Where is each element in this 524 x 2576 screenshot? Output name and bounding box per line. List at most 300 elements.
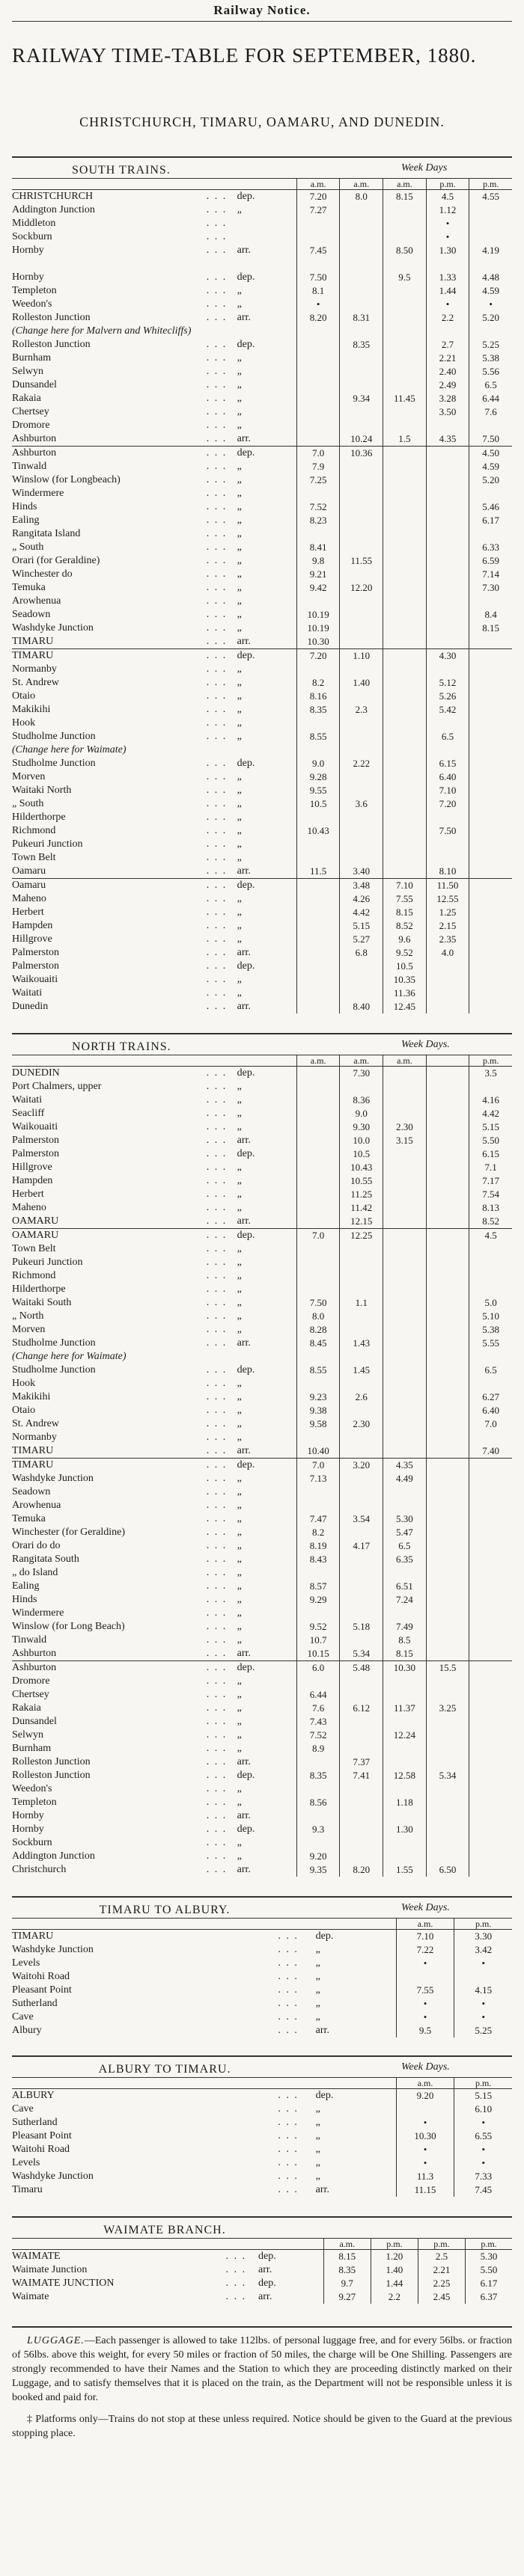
train-time — [469, 487, 512, 500]
train-time: 6.5 — [426, 730, 469, 743]
train-time — [340, 1404, 383, 1417]
timetable-row — [12, 2156, 512, 2170]
train-time: 9.42 — [296, 581, 340, 595]
station-name: Seadown — [12, 609, 51, 620]
train-time — [340, 1310, 383, 1323]
train-time: 7.0 — [296, 1459, 340, 1473]
train-time — [383, 865, 427, 879]
ampm-label: a.m. — [296, 1055, 340, 1067]
train-time — [340, 635, 383, 649]
train-time: 3.15 — [383, 1134, 427, 1147]
dot-leader: . . . — [206, 393, 228, 404]
dot-leader: . . . — [206, 1500, 228, 1511]
train-time — [340, 1256, 383, 1269]
train-time: 3.42 — [475, 1944, 493, 1955]
train-time: • — [426, 298, 469, 311]
train-time — [426, 1215, 469, 1229]
train-time — [340, 1350, 383, 1364]
dot-leader: . . . — [206, 758, 228, 769]
train-time: 1.10 — [340, 649, 383, 663]
station-name: Waitaki North — [12, 785, 72, 796]
dot-leader: . . . — [196, 649, 237, 663]
train-time — [383, 581, 427, 595]
timetable-row — [12, 1984, 512, 1997]
arr-dep-marker: „ — [237, 474, 242, 485]
train-time — [383, 1836, 427, 1850]
timetable-row — [12, 2116, 512, 2129]
train-time — [296, 405, 340, 419]
arr-dep-marker: „ — [237, 1473, 242, 1484]
train-time: 8.35 — [340, 338, 383, 352]
train-time — [340, 811, 383, 824]
train-time: 8.0 — [296, 1310, 340, 1323]
arr-dep-marker: „ — [237, 1257, 242, 1268]
column-gap — [274, 1201, 296, 1215]
arr-dep-marker: „ — [237, 1175, 242, 1186]
timetable-row — [12, 1970, 512, 1984]
train-time: 9.30 — [340, 1120, 383, 1134]
timetable-row — [12, 1080, 512, 1094]
train-time — [296, 1161, 340, 1174]
train-time: 7.17 — [482, 1175, 500, 1186]
station-name: Hook — [12, 717, 36, 729]
station-name: Washdyke Junction — [12, 1473, 94, 1484]
station-name: Winslow (for Longbeach) — [12, 474, 121, 485]
column-gap — [366, 2183, 396, 2197]
train-time — [340, 460, 383, 473]
arr-dep-marker: arr. — [315, 2025, 329, 2036]
timetable-row — [12, 1485, 512, 1499]
train-time — [469, 1823, 512, 1836]
column-gap — [274, 635, 296, 649]
arr-dep-marker: „ — [237, 1743, 242, 1754]
station-name: Timaru — [12, 2184, 43, 2195]
arr-dep-marker: „ — [315, 2011, 320, 2023]
timetable-row — [12, 1930, 512, 1944]
train-time — [426, 1094, 469, 1107]
train-time — [296, 230, 340, 244]
train-time — [383, 1094, 427, 1107]
train-time: 5.15 — [482, 1121, 500, 1132]
train-time: 4.50 — [469, 447, 512, 461]
arr-dep-marker: „ — [237, 907, 242, 918]
arr-dep-marker: „ — [237, 1121, 242, 1132]
dot-leader: . . . — [206, 812, 228, 823]
train-time — [426, 447, 469, 461]
train-time — [296, 1269, 340, 1283]
train-time: 8.35 — [296, 703, 340, 717]
timetable-section — [12, 156, 512, 1013]
column-gap — [274, 190, 296, 204]
dot-leader: . . . — [196, 879, 237, 893]
dot-leader: . . . — [278, 2011, 299, 2023]
dot-leader: . . . — [206, 1108, 228, 1119]
timetable-row — [12, 1580, 512, 1593]
dot-leader: . . . — [206, 1837, 228, 1848]
train-time — [426, 1323, 469, 1337]
dot-leader: . . . — [214, 2250, 258, 2264]
section-title: NORTH TRAINS. — [72, 1040, 171, 1053]
train-time — [340, 1269, 383, 1283]
train-time: 1.55 — [383, 1863, 427, 1877]
train-time — [426, 554, 469, 568]
column-gap — [274, 1796, 296, 1809]
arr-dep-marker: dep. — [237, 1770, 255, 1781]
arr-dep-marker: dep. — [237, 190, 275, 204]
train-time: 8.15 — [383, 190, 427, 204]
train-time — [426, 1080, 469, 1094]
train-time — [296, 378, 340, 392]
station-name: Dunsandel — [12, 379, 57, 390]
train-time — [383, 311, 427, 325]
arr-dep-marker: „ — [237, 852, 242, 863]
train-time — [469, 838, 512, 851]
train-time — [426, 1377, 469, 1390]
train-time — [426, 1417, 469, 1431]
train-time — [340, 257, 383, 271]
ampm-label: a.m. — [296, 179, 340, 190]
leader-header-cell — [261, 1919, 315, 1930]
arr-dep-marker: arr. — [237, 1810, 251, 1821]
arr-dep-marker: „ — [237, 838, 242, 850]
arr-dep-marker: dep. — [237, 1661, 275, 1675]
train-time — [383, 1310, 427, 1323]
timetable-row — [12, 1836, 512, 1850]
timetable-section — [12, 1033, 512, 1877]
dot-leader: . . . — [206, 1324, 228, 1335]
column-gap — [274, 378, 296, 392]
station-name: Studholme Junction — [12, 1337, 96, 1349]
dot-leader: . . . — [261, 1930, 315, 1944]
train-time — [340, 824, 383, 838]
arr-dep-marker: „ — [237, 1527, 242, 1538]
train-time — [426, 1755, 469, 1769]
arr-dep-marker — [237, 325, 275, 338]
marker-header-cell — [316, 1919, 366, 1930]
column-gap — [274, 298, 296, 311]
arr-dep-marker: „ — [237, 542, 242, 553]
train-time — [469, 1256, 512, 1269]
station-name: Tinwald — [12, 461, 47, 472]
column-gap — [274, 554, 296, 568]
arr-dep-marker: „ — [237, 1634, 242, 1646]
column-gap — [274, 1512, 296, 1526]
arr-dep-marker: „ — [237, 1783, 242, 1794]
train-time — [340, 960, 383, 973]
timetable-row — [12, 717, 512, 730]
column-gap — [366, 2011, 396, 2024]
train-time — [469, 1499, 512, 1512]
dot-leader: . . . — [206, 1391, 228, 1402]
column-gap — [274, 1742, 296, 1755]
train-time: 10.43 — [296, 824, 340, 838]
column-gap — [274, 1310, 296, 1323]
column-gap — [274, 851, 296, 865]
train-time — [383, 257, 427, 271]
arr-dep-marker: arr. — [237, 1445, 251, 1456]
dot-leader: . . . — [206, 677, 228, 688]
timetable-row — [12, 1620, 512, 1634]
train-time: 7.1 — [484, 1162, 497, 1173]
arr-dep-marker: „ — [237, 1850, 242, 1862]
marker-header-cell — [316, 2078, 366, 2089]
arr-dep-marker: arr. — [315, 2184, 329, 2195]
column-gap — [274, 1823, 296, 1836]
train-time — [340, 595, 383, 608]
arr-dep-marker: „ — [237, 1702, 242, 1714]
train-time — [383, 568, 427, 581]
dot-leader: . . . — [206, 1189, 228, 1200]
train-time — [340, 690, 383, 703]
train-time: 4.35 — [383, 1459, 427, 1473]
column-gap — [274, 257, 296, 271]
train-time — [469, 1850, 512, 1863]
station-name: Waitohi Road — [12, 1971, 70, 1982]
train-time: 7.13 — [296, 1472, 340, 1485]
train-time — [426, 838, 469, 851]
train-time: 10.55 — [340, 1174, 383, 1188]
train-time — [296, 1000, 340, 1013]
train-time: 10.36 — [340, 447, 383, 461]
dot-leader: . . . — [206, 1405, 228, 1416]
arr-dep-marker: dep. — [316, 2089, 366, 2103]
dot-leader: . . . — [206, 1418, 228, 1429]
train-time — [426, 1390, 469, 1404]
station-name: Rolleston Junction — [12, 312, 91, 323]
train-time — [469, 960, 512, 973]
column-gap — [274, 244, 296, 257]
train-time: 2.5 — [418, 2250, 465, 2264]
station-name: „ do Island — [12, 1567, 58, 1578]
column-gap — [274, 392, 296, 405]
train-time: 5.0 — [484, 1297, 497, 1308]
train-time: 7.37 — [340, 1755, 383, 1769]
train-time: 4.0 — [426, 946, 469, 960]
train-time — [296, 595, 340, 608]
train-time — [426, 1120, 469, 1134]
train-time: 8.52 — [482, 1215, 500, 1227]
timetable-row — [12, 1634, 512, 1647]
station-name: Tinwald — [12, 1634, 47, 1646]
train-time — [383, 1566, 427, 1580]
station-name: Temuka — [12, 582, 46, 593]
timetable-row — [12, 1647, 512, 1661]
timetable-row — [12, 190, 512, 204]
gap-header-cell — [274, 1055, 296, 1067]
train-time — [469, 203, 512, 217]
station-name: Otaio — [12, 690, 36, 702]
station-name: Rakaia — [12, 393, 41, 404]
timetable-row — [12, 608, 512, 622]
column-gap — [274, 487, 296, 500]
train-time: 5.20 — [482, 474, 500, 485]
station-name: Christchurch — [12, 1864, 67, 1875]
timetable-row — [12, 1000, 512, 1013]
arr-dep-marker: „ — [237, 1418, 242, 1429]
train-time: 12.45 — [383, 1000, 427, 1013]
arr-dep-marker: „ — [315, 1944, 320, 1955]
train-time: 1.1 — [340, 1296, 383, 1310]
train-time — [469, 1688, 512, 1702]
timetable-row — [12, 1296, 512, 1310]
train-time — [383, 717, 427, 730]
train-time: 5.30 — [465, 2250, 512, 2264]
train-time: • — [396, 2156, 454, 2170]
train-time — [426, 811, 469, 824]
train-time: 5.34 — [426, 1769, 469, 1782]
train-time — [340, 1377, 383, 1390]
station-name: (Change here for Waimate) — [12, 744, 127, 755]
dot-leader: . . . — [206, 1864, 228, 1875]
station-name: Winslow (for Long Beach) — [12, 1621, 125, 1632]
station-name: Pleasant Point — [12, 2130, 72, 2141]
train-time — [383, 217, 427, 230]
train-time: 15.5 — [426, 1661, 469, 1675]
dot-leader: . . . — [206, 893, 228, 904]
timetable-row — [12, 1688, 512, 1702]
train-time — [296, 1174, 340, 1188]
train-time: 2.25 — [418, 2277, 465, 2290]
column-gap — [274, 784, 296, 797]
train-time: 3.50 — [426, 405, 469, 419]
timetable-row — [12, 676, 512, 690]
train-time: 2.6 — [340, 1390, 383, 1404]
train-time — [383, 757, 427, 770]
train-time: 2.21 — [418, 2263, 465, 2277]
timetable-row — [12, 824, 512, 838]
train-time — [426, 1147, 469, 1161]
train-time: 7.45 — [296, 244, 340, 257]
train-time — [383, 1809, 427, 1823]
train-time: 5.10 — [482, 1310, 500, 1322]
train-time — [296, 1377, 340, 1390]
train-time — [296, 1350, 340, 1364]
train-time — [340, 1323, 383, 1337]
dot-leader: . . . — [206, 285, 228, 296]
station-name: (Change here for Malvern and Whitecliffs) — [12, 325, 192, 337]
train-time — [383, 1215, 427, 1229]
station-name: Hilderthorpe — [12, 812, 66, 823]
arr-dep-marker — [237, 1350, 275, 1364]
train-time: 4.17 — [340, 1539, 383, 1553]
train-time — [469, 1620, 512, 1634]
train-time — [340, 730, 383, 743]
train-time: 7.50 — [426, 824, 469, 838]
column-gap — [274, 838, 296, 851]
dot-leader: . . . — [206, 663, 228, 675]
column-gap — [274, 541, 296, 554]
arr-dep-marker: dep. — [237, 1229, 275, 1243]
train-time: 7.43 — [296, 1715, 340, 1729]
dot-leader: . . . — [278, 1957, 299, 1969]
station-name: Studholme Junction — [12, 731, 96, 742]
train-time: 6.10 — [475, 2103, 493, 2115]
train-time — [340, 851, 383, 865]
train-time — [296, 325, 340, 338]
column-gap — [274, 1067, 296, 1081]
train-time: 7.0 — [296, 1229, 340, 1243]
train-time — [383, 338, 427, 352]
train-time — [296, 352, 340, 365]
train-time — [469, 730, 512, 743]
timetable-row — [12, 2143, 512, 2156]
ampm-label: p.m. — [371, 2239, 418, 2250]
train-time — [469, 1553, 512, 1566]
train-time: 7.20 — [296, 649, 340, 663]
train-time — [469, 1242, 512, 1256]
train-time: 7.14 — [482, 568, 500, 580]
train-time: 9.52 — [296, 1620, 340, 1634]
train-time: 8.23 — [296, 514, 340, 527]
train-time: 6.33 — [482, 542, 500, 553]
train-time — [469, 1485, 512, 1499]
column-gap — [274, 919, 296, 933]
train-time — [469, 527, 512, 541]
arr-dep-marker: „ — [237, 893, 242, 904]
station-name: Windermere — [12, 488, 64, 499]
train-time — [426, 487, 469, 500]
train-time — [469, 1459, 512, 1473]
train-time: 9.23 — [296, 1390, 340, 1404]
train-time — [340, 568, 383, 581]
train-time — [340, 1580, 383, 1593]
arr-dep-marker: „ — [237, 798, 242, 809]
train-time: 4.48 — [482, 272, 500, 283]
train-time — [340, 1796, 383, 1809]
train-time: 5.46 — [482, 501, 500, 512]
train-time — [469, 1580, 512, 1593]
dot-leader: . . . — [206, 1540, 228, 1551]
train-time — [383, 608, 427, 622]
column-gap — [274, 973, 296, 987]
train-time: 5.15 — [340, 919, 383, 933]
train-time: 3.40 — [340, 865, 383, 879]
train-time — [469, 1702, 512, 1715]
dot-leader: . . . — [206, 245, 228, 256]
train-time: 3.5 — [469, 1067, 512, 1081]
train-time: 9.35 — [296, 1863, 340, 1877]
arr-dep-marker: „ — [237, 1297, 242, 1308]
column-gap — [274, 230, 296, 244]
train-time — [383, 1174, 427, 1188]
column-gap — [299, 2250, 323, 2264]
train-time: 4.5 — [469, 1229, 512, 1243]
train-time — [469, 851, 512, 865]
dot-leader: . . . — [278, 1998, 299, 2009]
train-time: 8.9 — [296, 1742, 340, 1755]
column-gap — [274, 933, 296, 946]
dot-leader: . . . — [206, 636, 228, 647]
dot-leader: . . . — [206, 298, 228, 310]
station-name: St. Andrew — [12, 677, 59, 688]
arr-dep-marker: arr. — [258, 2264, 272, 2275]
arr-dep-marker: „ — [237, 555, 242, 566]
train-time: 6.17 — [482, 515, 500, 526]
dot-leader: . . . — [206, 838, 228, 850]
train-time: 11.37 — [383, 1702, 427, 1715]
train-time — [383, 1229, 427, 1243]
train-time: 7.10 — [396, 1930, 454, 1944]
timetable-row — [12, 663, 512, 676]
train-time: 6.5 — [484, 1364, 497, 1376]
column-gap — [274, 460, 296, 473]
timetable-row — [12, 1094, 512, 1107]
column-gap — [274, 1404, 296, 1417]
section-days-label: Week Days. — [401, 1039, 450, 1050]
train-time: 2.30 — [383, 1120, 427, 1134]
station-name: Waitati — [12, 1094, 43, 1105]
train-time — [383, 649, 427, 663]
